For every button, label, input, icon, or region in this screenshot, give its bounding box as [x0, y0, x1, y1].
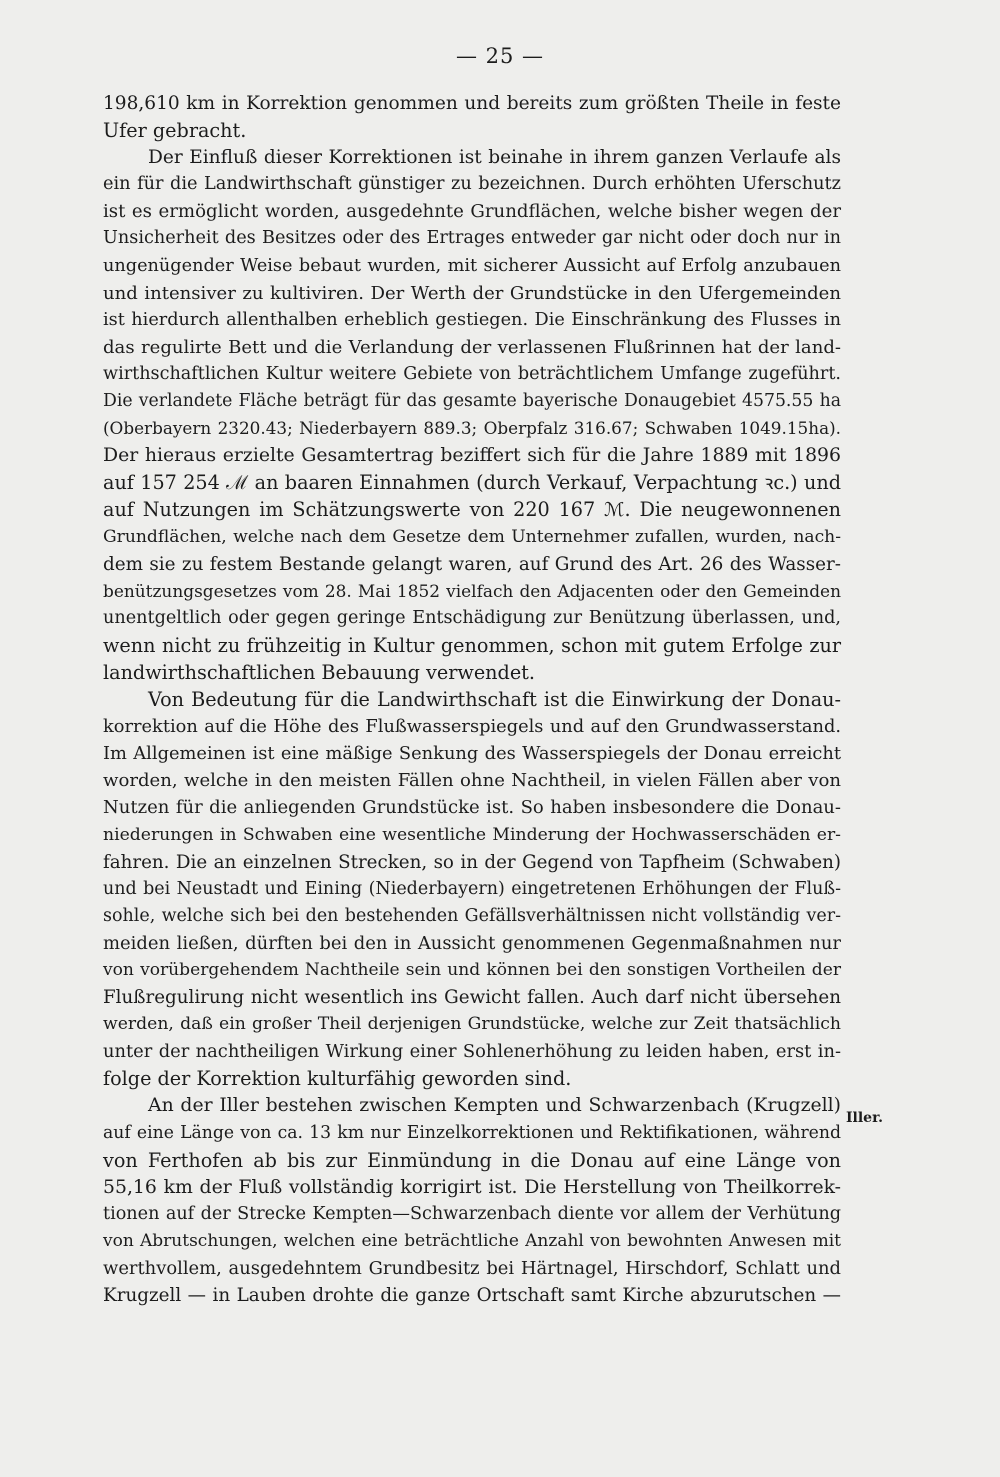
text-line: von Abrutschungen, welchen eine beträchtliche Anzahl von bewohnten Anwesen mit: [103, 1230, 841, 1251]
text-line: Im Allgemeinen ist eine mäßige Senkung des Wasserspiegels der Donau erreicht: [103, 743, 841, 765]
text-line: sohle, welche sich bei den bestehenden Gefällsverhältnissen nicht vollständig ver-: [103, 905, 841, 926]
text-line: Nutzen für die anliegenden Grundstücke ist. So haben insbesondere die Donau-: [103, 797, 841, 819]
text-line: ungenügender Weise bebaut wurden, mit sicherer Aussicht auf Erfolg anzubauen: [103, 255, 841, 276]
text-line: Flußregulirung nicht wesentlich ins Gewicht fallen. Auch darf nicht übersehen: [103, 987, 841, 1009]
text-line: auf 157 254 ℳ an baaren Einnahmen (durch Verkauf, Verpachtung ꝛc.) und: [103, 471, 841, 495]
page-number: — 25 —: [455, 44, 545, 68]
text-line: worden, welche in den meisten Fällen ohne Nachtheil, in vielen Fällen aber von: [103, 770, 841, 792]
text-line: folge der Korrektion kulturfähig geworden sind.: [103, 1067, 572, 1091]
text-line: fahren. Die an einzelnen Strecken, so in der Gegend von Tapfheim (Schwaben): [103, 851, 841, 873]
text-line: wirthschaftlichen Kultur weitere Gebiete von beträchtlichem Umfange zugeführt.: [103, 363, 841, 384]
text-line: und intensiver zu kultiviren. Der Werth der Grundstücke in den Ufergemeinden: [103, 282, 841, 304]
text-line: dem sie zu festem Bestande gelangt waren, auf Grund des Art. 26 des Wasser-: [103, 553, 841, 575]
margin-note: Iller.: [846, 1110, 884, 1126]
text-line: ist hierdurch allenthalben erheblich gestiegen. Die Einschränkung des Flusses in: [103, 309, 841, 330]
text-line: benützungsgesetzes vom 28. Mai 1852 vielfach den Adjacenten oder den Gemeinden: [103, 580, 841, 601]
text-line: Unsicherheit des Besitzes oder des Ertrages entweder gar nicht oder doch nur in: [103, 228, 841, 249]
text-line: Der hieraus erzielte Gesamtertrag beziffert sich für die Jahre 1889 mit 1896: [103, 445, 841, 467]
text-line: (Oberbayern 2320.43; Niederbayern 889.3; Oberpfalz 316.67; Schwaben 1049.15ha).: [103, 418, 841, 439]
text-line: Ufer gebracht.: [103, 119, 247, 143]
body-text: [103, 90, 841, 1309]
text-line: und bei Neustadt und Eining (Niederbayern) eingetretenen Erhöhungen der Fluß-: [103, 878, 841, 899]
text-line: 198,610 km in Korrektion genommen und bereits zum größten Theile in feste: [103, 93, 841, 114]
text-line: auf eine Länge von ca. 13 km nur Einzelkorrektionen und Rektifikationen, während: [103, 1122, 841, 1143]
text-line: wenn nicht zu frühzeitig in Kultur genommen, schon mit gutem Erfolge zur: [103, 633, 841, 657]
text-line: das regulirte Bett und die Verlandung der verlassenen Flußrinnen hat der land-: [103, 336, 841, 358]
text-line: niederungen in Schwaben eine wesentliche Minderung der Hochwasserschäden er-: [103, 824, 841, 845]
text-line: meiden ließen, dürften bei den in Aussicht genommenen Gegenmaßnahmen nur: [103, 932, 841, 954]
text-line: landwirthschaftlichen Bebauung verwendet.: [103, 660, 535, 684]
text-line: Krugzell — in Lauben drohte die ganze Ortschaft samt Kirche abzurutschen —: [103, 1285, 841, 1307]
text-line: An der Iller bestehen zwischen Kempten und Schwarzenbach (Krugzell): [148, 1095, 841, 1117]
text-line: ist es ermöglicht worden, ausgedehnte Grundflächen, welche bisher wegen der: [103, 201, 841, 223]
text-line: ein für die Landwirthschaft günstiger zu bezeichnen. Durch erhöhten Uferschutz: [103, 174, 841, 195]
text-line: korrektion auf die Höhe des Flußwasserspiegels und auf den Grundwasserstand.: [103, 716, 841, 738]
text-line: Der Einfluß dieser Korrektionen ist beinahe in ihrem ganzen Verlaufe als: [148, 147, 841, 169]
text-line: von Ferthofen ab bis zur Einmündung in die Donau auf eine Länge von: [103, 1148, 841, 1172]
text-line: 55,16 km der Fluß vollständig korrigirt ist. Die Herstellung von Theilkorrek-: [103, 1176, 841, 1198]
text-line: tionen auf der Strecke Kempten—Schwarzenbach diente vor allem der Verhütung: [103, 1203, 841, 1224]
text-line: auf Nutzungen im Schätzungswerte von 220 167 ℳ. Die neugewonnenen: [103, 498, 841, 522]
text-line: unentgeltlich oder gegen geringe Entschädigung zur Benützung überlassen, und,: [103, 607, 841, 628]
text-line: Grundflächen, welche nach dem Gesetze dem Unternehmer zufallen, wurden, nach-: [103, 526, 841, 547]
text-line: werthvollem, ausgedehntem Grundbesitz bei Härtnagel, Hirschdorf, Schlatt und: [103, 1258, 841, 1280]
text-line: Die verlandete Fläche beträgt für das gesamte bayerische Donaugebiet 4575.55 ha: [103, 391, 841, 412]
text-line: von vorübergehendem Nachtheile sein und können bei den sonstigen Vortheilen der: [103, 960, 841, 980]
text-line: werden, daß ein großer Theil derjenigen Grundstücke, welche zur Zeit thatsächlich: [103, 1014, 841, 1035]
text-line: unter der nachtheiligen Wirkung einer Sohlenerhöhung zu leiden haben, erst in-: [103, 1041, 841, 1063]
text-line: Von Bedeutung für die Landwirthschaft ist die Einwirkung der Donau-: [148, 688, 841, 712]
